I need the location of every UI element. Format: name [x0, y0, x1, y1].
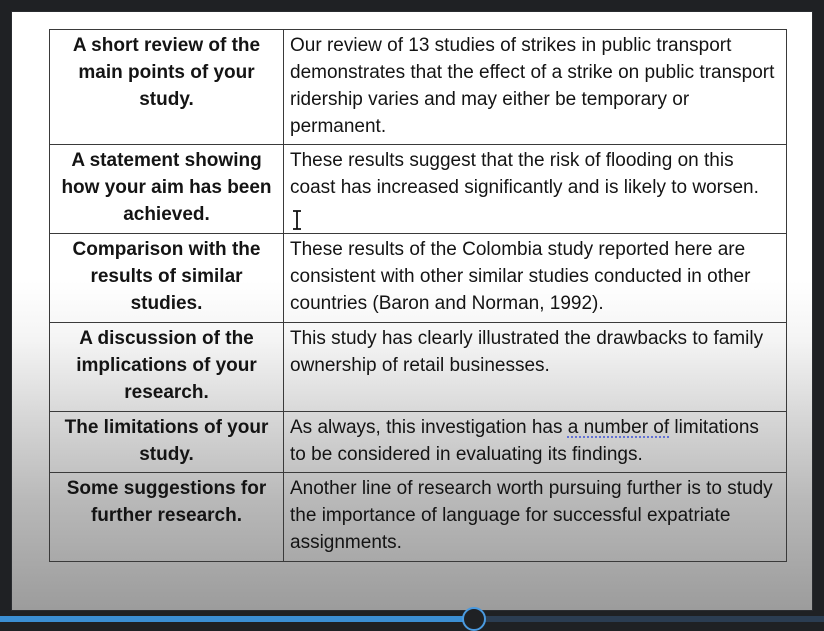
spellcheck-underlined-phrase: a number of — [567, 417, 670, 438]
discussion-elements-table — [49, 29, 787, 562]
slide — [12, 12, 812, 610]
table-row — [50, 145, 787, 234]
video-progress-fill — [0, 616, 473, 622]
table-row — [50, 30, 787, 145]
row-text: These results of the Colombia study reported here are consistent with other similar studies conducted in other countries (Baron and Norman, 1992). — [284, 234, 787, 323]
table-row — [50, 234, 787, 323]
table-row — [50, 412, 787, 473]
row-label: Some suggestions for further research. — [50, 473, 284, 562]
row-label: A discussion of the implications of your research. — [50, 323, 284, 412]
video-progress-bar[interactable] — [0, 616, 824, 622]
row-label: Comparison with the results of similar studies. — [50, 234, 284, 323]
row-text-after: limitations to be considered in evaluating its findings. — [290, 417, 759, 465]
row-text: Our review of 13 studies of strikes in public transport demonstrates that the effect of a strike on public transport ridership varies and may either be temporary or permanent. — [284, 30, 787, 145]
row-label: A statement showing how your aim has been achieved. — [50, 145, 284, 234]
row-label: The limitations of your study. — [50, 412, 284, 473]
video-scrubber-handle[interactable] — [462, 607, 486, 631]
table-row — [50, 473, 787, 562]
row-text: This study has clearly illustrated the drawbacks to family ownership of retail businesses. — [284, 323, 787, 412]
row-text: Another line of research worth pursuing further is to study the importance of language for successful expatriate assignments. — [284, 473, 787, 562]
table-row — [50, 323, 787, 412]
row-text-before: As always, this investigation has — [290, 417, 568, 438]
row-text — [284, 412, 787, 473]
row-text: These results suggest that the risk of flooding on this coast has increased significantly and is likely to worsen. — [284, 145, 787, 234]
text-cursor-icon — [292, 210, 302, 230]
row-label: A short review of the main points of your study. — [50, 30, 284, 145]
